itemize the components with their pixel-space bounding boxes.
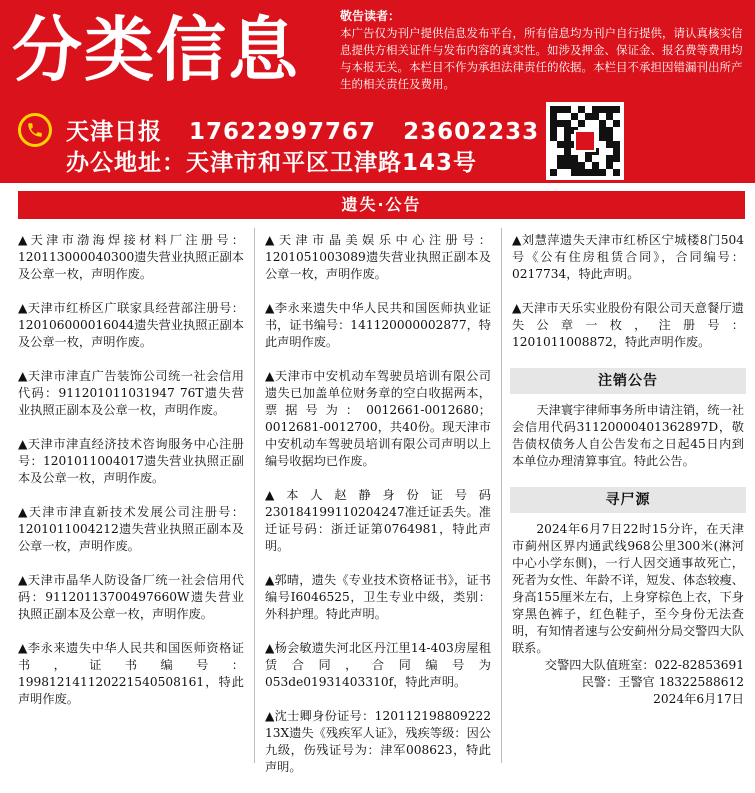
phone-number-1: 17622997767 (189, 119, 377, 145)
office-address: 办公地址：天津市和平区卫津路143号 (66, 150, 478, 176)
notice-item: ▲天津市津直新技术发展公司注册号：1201011004212遗失营业执照正副本及公章一枚，声明作废。 (18, 505, 244, 553)
column-divider (501, 228, 502, 763)
qr-code (546, 102, 624, 180)
notice-item: ▲李永来遗失中华人民共和国医师资格证书，证书编号：199812141120221540508161，特此声明作废。 (18, 641, 244, 706)
phone-icon (18, 113, 52, 147)
contact-line: 交警四大队值班室：022-82853691 (544, 658, 744, 672)
logo-text: 分类信息 (12, 9, 300, 91)
reader-notice (340, 8, 745, 93)
missing-person-text: 2024年6月7日22时15分许，在天津市蓟州区界内通武线968公里300米(淋河中心小学东侧)，一行人因交通事故死亡，死者为女性、年龄不详，短发、体态较瘦、身高155厘米左右，上身穿棕色上衣，下身穿黑色裤子，红色鞋子，至今身份无法查明，有知情者速与公安蓟州分局交警四大队联系。 (512, 522, 744, 655)
notice-item: ▲天津市津直广告装饰公司统一社会信用代码：911201011031947 76T遗失营业执照正副本及公章一枚，声明作废。 (18, 369, 244, 417)
notice-item: ▲杨会敏遗失河北区丹江里14-403房屋租赁合同，合同编号为053de01931403310f，特此声明。 (265, 641, 491, 689)
notice-body: 本广告仅为刊户提供信息发布平台，所有信息均为刊户自行提供，请认真核实信息提供方相关证件与发布内容的真实性。如涉及押金、保证金、报名费等费用均与本报无关。本栏目不作为承担法律责任的依据。本栏目不承担因错漏刊出所产生的相关责任及费用。 (340, 26, 743, 91)
missing-person-title: 寻尸源 (510, 487, 746, 513)
contact-phones (66, 113, 557, 146)
notice-date: 2024年6月17日 (653, 692, 744, 706)
notice-item: ▲李永来遗失中华人民共和国医师执业证书，证书编号：141120000002877，特此声明作废。 (265, 301, 491, 349)
notice-title: 敬告读者： (340, 9, 401, 23)
notice-item: ▲天津市天乐实业股份有限公司天意餐厅遗失公章一枚，注册号：1201011008872，特此声明作废。 (512, 301, 744, 349)
cancel-notice-text: 天津寰宇律师事务所申请注销，统一社会信用代码31120000401362897D，敬告债权债务人自公告发布之日起45日内到本单位办理清算事宜。特此公告。 (512, 403, 744, 468)
logo (6, 6, 331, 94)
notice-item: ▲天津市红桥区广联家具经营部注册号：120106000016044遗失营业执照正副本及公章一枚，声明作废。 (18, 301, 244, 349)
notice-item: ▲本人赵静身份证号码230184199110204247准迁证丢失。准迁证号码：浙迁证第0764981，特此声明。 (265, 488, 491, 553)
notice-item: ▲天津市晶美娱乐中心注册号：1201051003089遗失营业执照正副本及公章一枚，声明作废。 (265, 233, 491, 281)
header-banner (0, 0, 755, 183)
notice-item: ▲天津市中安机动车驾驶员培训有限公司遗失已加盖单位财务章的空白收据两本，票据号为：0012661-0012680；0012681-0012700，共40份。现天津市中安机动车驾驶员培训有限公司声明以上编号收据均已作废。 (265, 369, 491, 468)
notice-item: ▲天津市渤海焊接材料厂注册号：120113000040300遗失营业执照正副本及公章一枚，声明作废。 (18, 233, 244, 281)
notice-item: ▲郭晴，遗失《专业技术资格证书》，证书编号I6046525，卫生专业中级，类别：外科护理。特此声明。 (265, 573, 491, 621)
notice-item: ▲天津市晶华人防设备厂统一社会信用代码：91120113700497660W遗失营业执照正副本及公章一枚，声明作废。 (18, 573, 244, 621)
notice-item: ▲沈士卿身份证号：120112198809222 13X遗失《残疾军人证》，残疾等级：因公九级，伤残证号为：津军008623，特此声明。 (265, 709, 491, 774)
column-divider (254, 228, 255, 763)
cancel-notice-title: 注销公告 (510, 368, 746, 394)
contact-line: 民警：王警官 18322588612 (581, 675, 744, 689)
contact-name: 天津日报 (66, 119, 162, 145)
column-1 (18, 232, 244, 725)
notice-item: ▲刘慧萍遗失天津市红桥区宁城楼8门504号《公有住房租赁合同》，合同编号：0217734，特此声明。 (512, 233, 744, 281)
column-2 (265, 232, 491, 793)
contact-block (18, 110, 540, 176)
notice-item: ▲天津市津直经济技术咨询服务中心注册号：1201011004017遗失营业执照正副本及公章一枚，声明作废。 (18, 437, 244, 485)
qr-logo (574, 130, 596, 152)
column-3 (512, 232, 744, 708)
section-title: 遗失·公告 (18, 191, 745, 219)
phone-number-2: 23602233 (403, 119, 540, 145)
